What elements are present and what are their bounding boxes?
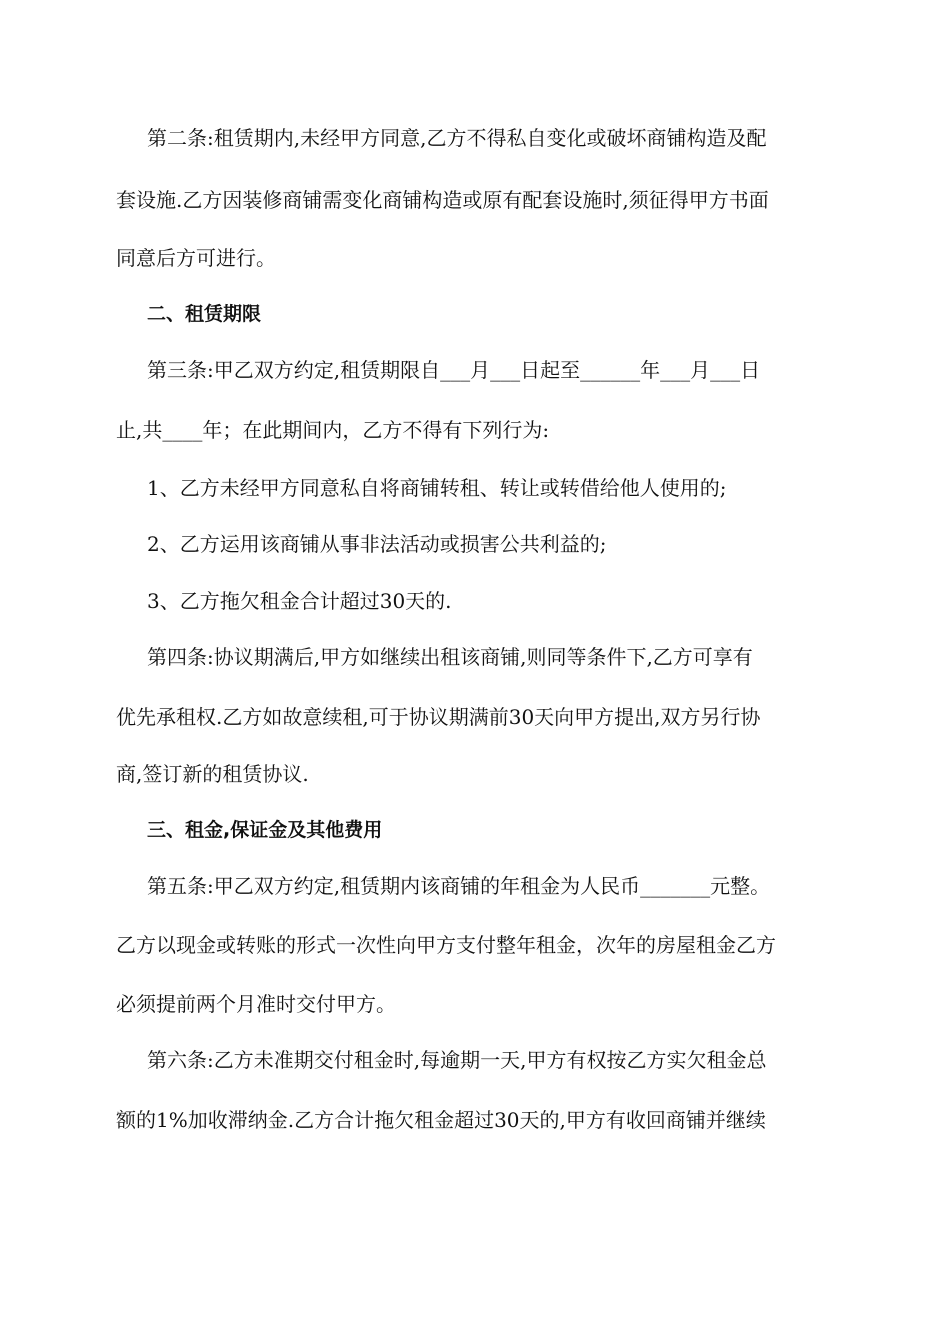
section-heading-lease-term: 二、租赁期限 [147, 303, 262, 325]
article-6-line-1: 第六条:乙方未准期交付租金时,每逾期一天,甲方有权按乙方实欠租金总 [147, 1048, 767, 1072]
list-item-2: 2、乙方运用该商铺从事非法活动或损害公共利益的; [147, 532, 607, 556]
article-4-line-1: 第四条:协议期满后,甲方如继续出租该商铺,则同等条件下,乙方可享有 [147, 645, 753, 669]
article-4-line-3: 商,签订新的租赁协议. [116, 762, 309, 786]
section-heading-rent-deposit: 三、租金,保证金及其他费用 [147, 819, 383, 841]
article-2-line-1: 第二条:租赁期内,未经甲方同意,乙方不得私自变化或破坏商铺构造及配 [147, 126, 767, 150]
article-5-line-2: 乙方以现金或转账的形式一次性向甲方支付整年租金，次年的房屋租金乙方 [116, 933, 776, 957]
article-3-line-2: 止,共____年；在此期间内，乙方不得有下列行为: [116, 418, 550, 442]
article-4-line-2: 优先承租权.乙方如故意续租,可于协议期满前30天向甲方提出,双方另行协 [116, 705, 761, 729]
article-2-line-2: 套设施.乙方因装修商铺需变化商铺构造或原有配套设施时,须征得甲方书面 [116, 188, 769, 212]
article-5-line-1: 第五条:甲乙双方约定,租赁期内该商铺的年租金为人民币_______元整。 [147, 874, 771, 898]
article-3-line-1: 第三条:甲乙双方约定,租赁期限自___月___日起至______年___月___日 [147, 358, 761, 382]
list-item-1: 1、乙方未经甲方同意私自将商铺转租、转让或转借给他人使用的; [147, 476, 727, 500]
article-2-line-3: 同意后方可进行。 [116, 246, 276, 270]
article-6-line-2: 额的1%加收滞纳金.乙方合计拖欠租金超过30天的,甲方有收回商铺并继续 [116, 1108, 766, 1132]
list-item-3: 3、乙方拖欠租金合计超过30天的. [147, 589, 452, 613]
article-5-line-3: 必须提前两个月准时交付甲方。 [116, 992, 396, 1016]
